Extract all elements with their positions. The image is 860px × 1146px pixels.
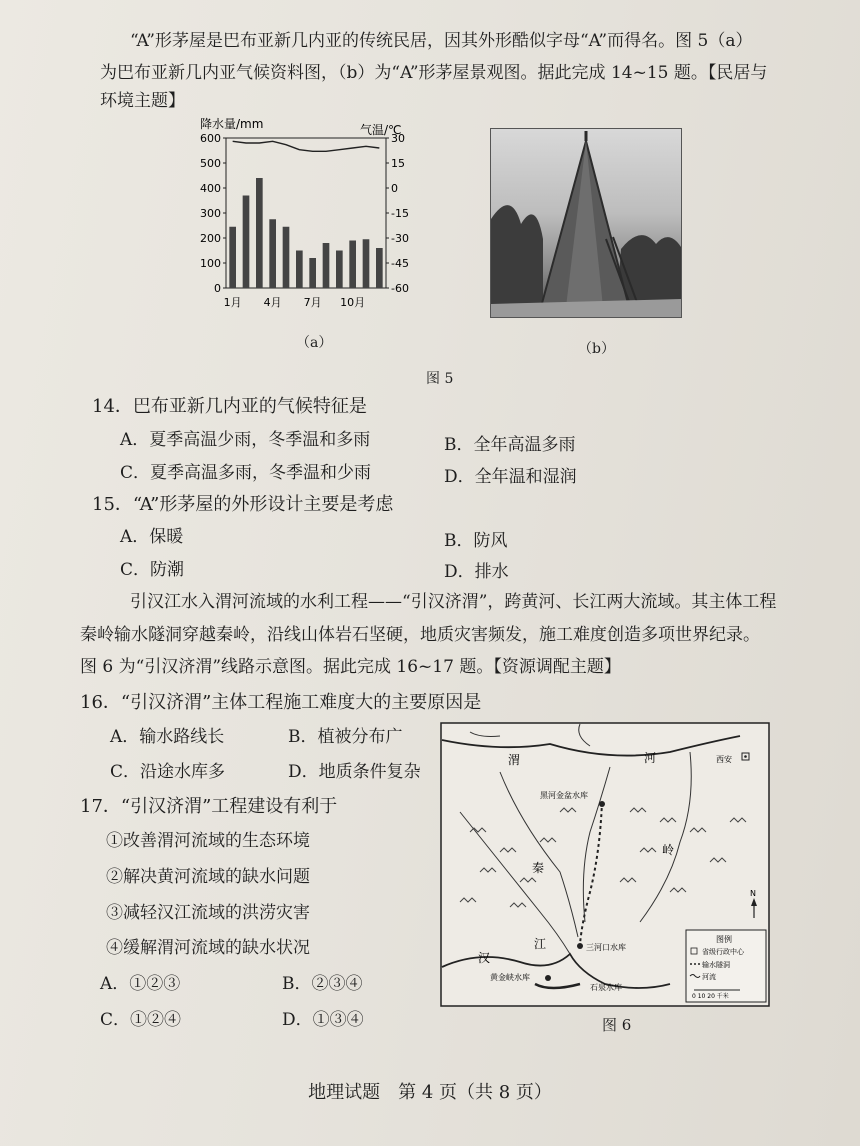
passage2-line-1: 引汉江水入渭河流域的水利工程——“引汉济渭”，跨黄河、长江两大流域。其主体工程 xyxy=(130,592,777,612)
y-tick-label: 500 xyxy=(200,157,221,170)
y2-tick-label: -60 xyxy=(391,282,409,295)
q17-option-d[interactable]: D．①③④ xyxy=(282,1010,364,1030)
y-tick-label: 600 xyxy=(200,132,221,145)
heihe-reservoir-marker xyxy=(599,801,605,807)
precip-bar xyxy=(283,227,290,288)
y-tick-label: 100 xyxy=(200,257,221,270)
legend-tunnel: 输水隧洞 xyxy=(702,961,730,969)
q15-option-d[interactable]: D．排水 xyxy=(444,562,509,582)
chart-plot-frame xyxy=(226,138,386,288)
q17-option-c[interactable]: C．①②④ xyxy=(100,1010,182,1030)
legend-scale: 0 10 20 千米 xyxy=(692,993,729,1000)
q17-option-a[interactable]: A．①②③ xyxy=(100,974,181,994)
figure5a-label: （a） xyxy=(296,335,333,351)
precip-bar xyxy=(229,227,236,288)
q15-stem: 15．“A”形茅屋的外形设计主要是考虑 xyxy=(92,494,394,515)
intro-line-2: 为巴布亚新几内亚气候资料图，（b）为“A”形茅屋景观图。据此完成 14~15 题。【民居与 xyxy=(100,63,768,83)
map-label-shiquan: 石泉水库 xyxy=(590,983,622,992)
map-label-ling: 岭 xyxy=(662,843,675,857)
map-label-he: 河 xyxy=(644,751,657,765)
q15-option-c[interactable]: C．防潮 xyxy=(120,560,185,580)
precip-bar xyxy=(363,239,370,288)
q14-option-b[interactable]: B．全年高温多雨 xyxy=(444,435,576,455)
q16-option-b[interactable]: B．植被分布广 xyxy=(288,727,403,747)
precip-bar xyxy=(376,248,383,288)
chart-ylabel: 降水量/mm xyxy=(200,117,264,131)
q16-stem: 16．“引汉济渭”主体工程施工难度大的主要原因是 xyxy=(80,692,482,713)
x-tick-label: 10月 xyxy=(340,296,366,309)
q16-option-d[interactable]: D．地质条件复杂 xyxy=(288,762,421,782)
q14-option-a[interactable]: A．夏季高温少雨，冬季温和多雨 xyxy=(120,430,371,450)
passage2-line-2: 秦岭输水隧洞穿越秦岭，沿线山体岩石坚硬，地质灾害频发，施工难度创造多项世界纪录。 xyxy=(80,625,760,645)
y2-tick-label: 30 xyxy=(391,132,405,145)
map-label-xian: 西安 xyxy=(716,755,732,764)
y2-tick-label: 15 xyxy=(391,157,405,170)
y2-tick-label: -30 xyxy=(391,232,409,245)
temperature-line xyxy=(233,141,380,151)
figure5b-label: （b） xyxy=(578,341,615,357)
precip-bar xyxy=(243,196,250,289)
map-label-heihe: 黑河金盆水库 xyxy=(540,791,588,800)
map-label-wei: 渭 xyxy=(508,753,521,767)
page-footer: 地理试题 第 4 页（共 8 页） xyxy=(308,1082,552,1103)
q15-option-a[interactable]: A．保暖 xyxy=(120,527,184,547)
y-tick-label: 300 xyxy=(200,207,221,220)
q17-option-b[interactable]: B．②③④ xyxy=(282,974,363,994)
q15-option-b[interactable]: B．防风 xyxy=(444,531,508,551)
chart-y2label: 气温/℃ xyxy=(360,123,402,137)
intro-line-3: 环境主题】 xyxy=(100,91,185,111)
y2-tick-label: -45 xyxy=(391,257,409,270)
precip-bar xyxy=(309,258,316,288)
legend-capital: 省级行政中心 xyxy=(702,948,744,956)
legend-river: 河流 xyxy=(702,973,716,981)
precip-bar xyxy=(269,219,276,288)
q17-statement-4: ④缓解渭河流域的缺水状况 xyxy=(106,938,310,958)
q17-statement-1: ①改善渭河流域的生态环境 xyxy=(106,831,310,851)
y-tick-label: 200 xyxy=(200,232,221,245)
map-label-sanhekou: 三河口水库 xyxy=(586,943,626,952)
figure5-caption: 图 5 xyxy=(426,371,454,387)
precip-bar xyxy=(296,251,303,289)
y-tick-label: 400 xyxy=(200,182,221,195)
q14-option-d[interactable]: D．全年温和湿润 xyxy=(444,467,577,487)
figure6-caption: 图 6 xyxy=(602,1016,632,1034)
q17-statement-2: ②解决黄河流域的缺水问题 xyxy=(106,867,310,887)
precip-bar xyxy=(256,178,263,288)
map-label-han: 汉 xyxy=(478,951,491,965)
climate-chart xyxy=(190,110,430,325)
passage2-line-3: 图 6 为“引汉济渭”线路示意图。据此完成 16~17 题。【资源调配主题】 xyxy=(80,657,621,677)
q14-stem: 14．巴布亚新几内亚的气候特征是 xyxy=(92,396,367,417)
intro-line-1: “A”形茅屋是巴布亚新几内亚的传统民居，因其外形酷似字母“A”而得名。图 5（a） xyxy=(130,31,753,51)
route-map xyxy=(440,722,770,1007)
q16-option-a[interactable]: A．输水路线长 xyxy=(110,727,225,747)
q16-option-c[interactable]: C．沿途水库多 xyxy=(110,762,226,782)
huangjinxia-reservoir-marker xyxy=(545,975,551,981)
x-tick-label: 7月 xyxy=(303,296,322,309)
map-label-qin: 秦 xyxy=(532,861,545,875)
q17-stem: 17．“引汉济渭”工程建设有利于 xyxy=(80,796,338,817)
y2-tick-label: -15 xyxy=(391,207,409,220)
map-label-huangjinxia: 黄金峡水库 xyxy=(490,973,530,982)
q17-statement-3: ③减轻汉江流域的洪涝灾害 xyxy=(106,903,310,923)
x-tick-label: 4月 xyxy=(263,296,282,309)
precip-bar xyxy=(349,241,356,289)
legend-title: 图例 xyxy=(716,935,732,944)
precip-bar xyxy=(336,251,343,289)
q14-option-c[interactable]: C．夏季高温多雨，冬季温和少雨 xyxy=(120,463,372,483)
y-tick-label: 0 xyxy=(214,282,221,295)
map-label-jiang: 江 xyxy=(534,937,547,951)
y2-tick-label: 0 xyxy=(391,182,398,195)
precip-bar xyxy=(323,243,330,288)
sanhekou-reservoir-marker xyxy=(577,943,583,949)
map-north-label: N xyxy=(750,889,756,898)
a-frame-hut-photo xyxy=(490,128,682,318)
x-tick-label: 1月 xyxy=(223,296,242,309)
